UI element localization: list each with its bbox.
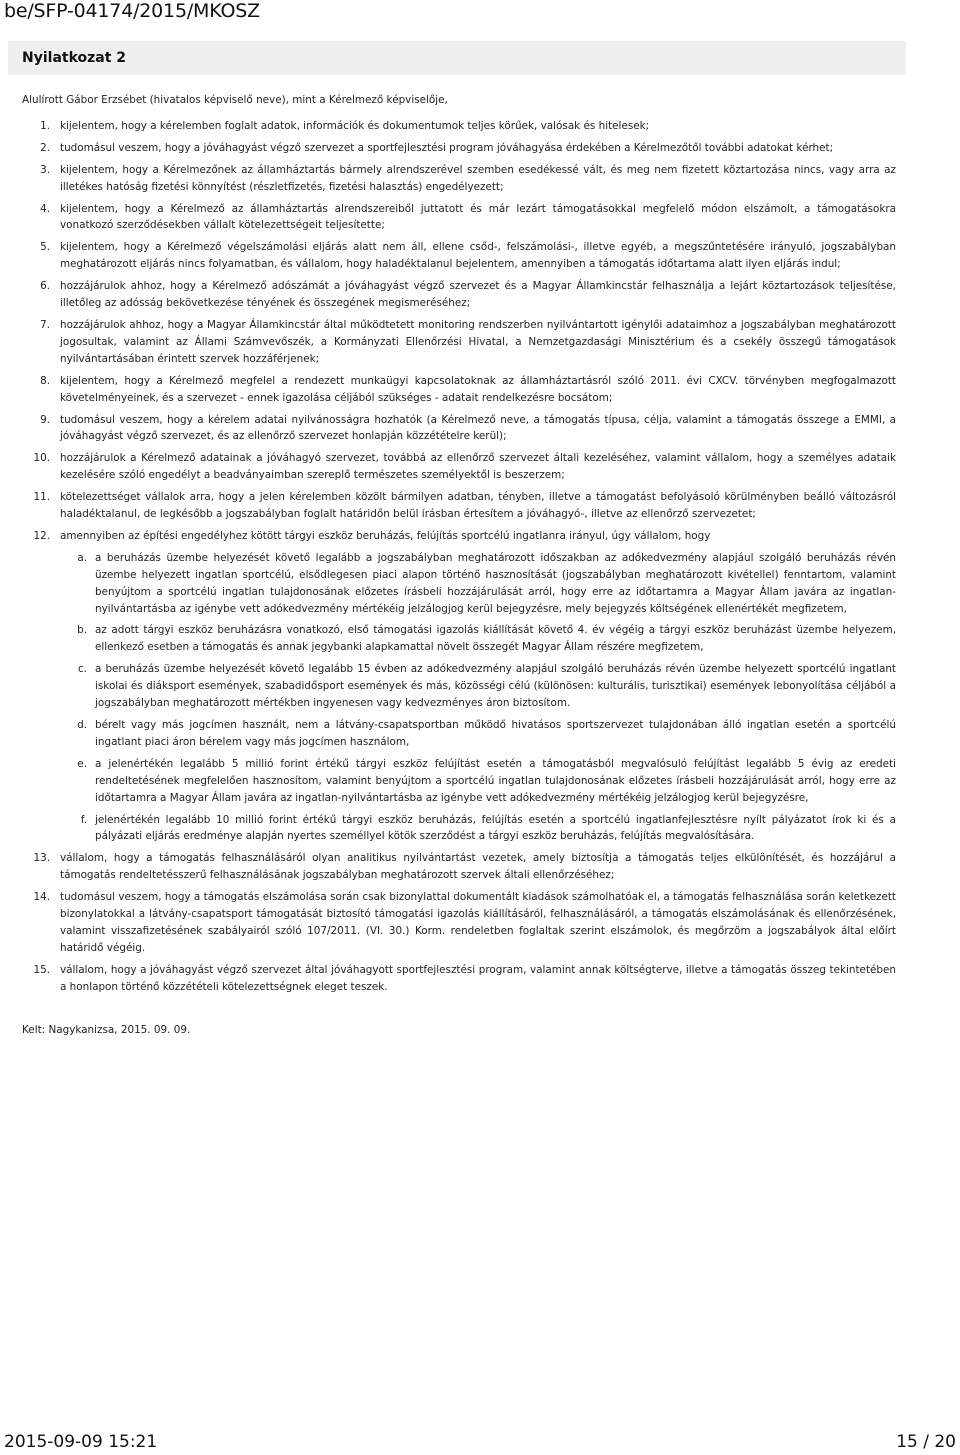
item-text: kijelentem, hogy a Kérelmezőnek az államháztartás bármely alrendszerével szemben esedékessé vált, és meg nem fizetett köztartozása nincs, vagy arra az illetékes hatóság fizetési könnyítést (részletfizetés, fizetési halasztás) engedélyezett; xyxy=(60,163,896,193)
list-item xyxy=(22,373,896,407)
item-number: 14. xyxy=(33,891,50,904)
item-text: vállalom, hogy a támogatás felhasználásáról olyan analitikus nyilvántartást vezetek, amely biztosítja a támogatás teljes elkülönítését, és hozzájárul a támogatás rendeltetésszerű felhasználásának jogszabályban meghatározott szervek általi ellenőrzéséhez; xyxy=(60,852,896,882)
item-text: tudomásul veszem, hogy a jóváhagyást végző szervezet a sportfejlesztési program jóváhagyása érdekében a Kérelmezőtől további adatokat kérhet; xyxy=(60,141,834,154)
list-item xyxy=(22,201,896,235)
document-id: be/SFP-04174/2015/MKOSZ xyxy=(4,0,260,22)
list-item xyxy=(22,118,896,135)
list-item xyxy=(22,450,896,484)
intro-text: Alulírott Gábor Erzsébet (hivatalos képviselő neve), mint a Kérelmező képviselője, xyxy=(22,94,448,106)
item-number: 15. xyxy=(33,963,50,976)
item-number: 12. xyxy=(33,529,50,542)
item-text: hozzájárulok ahhoz, hogy a Kérelmező adószámát a jóváhagyást végző szervezet és a Magyar Államkincstár felhasználja a lejárt köztartozások teljesítése, illetőleg az adósság bekövetkezése tényének és összegének megismeréséhez; xyxy=(60,280,896,310)
sub-item-letter: a. xyxy=(77,551,87,564)
sub-item-text: a beruházás üzembe helyezését követő legalább a jogszabályban meghatározott időszakban az adókedvezmény alapjául szolgáló beruházás révén üzembe helyezett ingatlan sportcélú, elsődlegesen piaci alapon történő hasznosítását (jogszabályban meghatározott kivétellel) fenntartom, valamint benyújtom a sportcélú ingatlan tulajdonosának előzetes írásbeli hozzájárulását arról, hogy erre az időtartamra a Magyar Állam javára az ingatlan-nyilvántartásba az igénybe vett adókedvezmény mértékéig jelzálogjog kerül bejegyzésre, mely bejegyzés költségének ellenértékét megfizetem, xyxy=(95,551,896,615)
sub-list-item xyxy=(60,717,896,751)
item-text: hozzájárulok ahhoz, hogy a Magyar Államkincstár által működtetett monitoring rendszerben nyilvántartott igénylői adataimhoz a jogszabályban meghatározott jogosultak, valamint az Állami Számvevőszék, a Kormányzati Ellenőrzési Hivatal, a Nemzetgazdasági Minisztérium és a csekély összegű támogatások nyilvántartásában érintett szervek hozzáférjenek; xyxy=(60,318,896,365)
sub-item-text: az adott tárgyi eszköz beruházásra vonatkozó, első támogatási igazolás kiállítását követő 4. év végéig a tárgyi eszköz beruházást üzembe helyezem, ellenkező esetben a támogatás és annak jegybanki alapkamattal növelt összegét Magyar Állam részére megfizetem, xyxy=(95,624,896,654)
item-text: kijelentem, hogy a Kérelmező az államháztartás alrendszereiből juttatott és már lezárt támogatásokkal megfelelő módon elszámolt, a támogatásokra vonatkozó szerződésekben vállalt kötelezettségeit teljesítette; xyxy=(60,202,896,232)
sub-list-item xyxy=(60,622,896,656)
sub-item-text: bérelt vagy más jogcímen használt, nem a látvány-csapatsportban működő hivatásos sportszervezet tulajdonában álló ingatlan esetén a sportcélú ingatlant piaci áron bérelem vagy más jogcímen használom, xyxy=(95,719,896,748)
list-item xyxy=(22,528,896,845)
section-header: Nyilatkozat 2 xyxy=(8,41,906,75)
declaration-content xyxy=(22,92,896,1049)
item-text: amennyiben az építési engedélyhez kötött tárgyi eszköz beruházás, felújítás sportcélú ingatlanra irányul, úgy vállalom, hogy xyxy=(60,529,711,542)
sub-item-letter: f. xyxy=(80,813,87,826)
list-item xyxy=(22,239,896,273)
sub-item-text: jelenértékén legalább 10 millió forint értékű tárgyi eszköz beruházás, felújítás esetén a sportcélú ingatlanfejlesztésre nyílt pályázatot írok ki és a pályázati eljárás eredménye alapján nyertes személlyel kötök szerződést a tárgyi eszköz beruházás, felújítás megvalósítására. xyxy=(95,813,896,843)
item-text: kijelentem, hogy a kérelemben foglalt adatok, információk és dokumentumok teljes körűek, valósak és hitelesek; xyxy=(60,119,650,132)
sub-item-letter: b. xyxy=(77,624,87,637)
item-number: 9. xyxy=(40,413,50,426)
item-number: 2. xyxy=(40,141,50,154)
list-item xyxy=(22,162,896,196)
footer-page-number: 15 / 20 xyxy=(896,1432,956,1452)
item-number: 5. xyxy=(40,241,50,254)
item-text: tudomásul veszem, hogy a kérelem adatai nyilvánosságra hozhatók (a Kérelmező neve, a támogatás típusa, célja, valamint a támogatás összege a EMMI, a jóváhagyást végző szervezet, és az ellenőrző szervezet honlapján közzétételre kerül); xyxy=(60,413,896,443)
item-text: tudomásul veszem, hogy a támogatás elszámolása során csak bizonylattal dokumentált kiadások számolhatóak el, a támogatás felhasználása során keletkezett bizonylatokkal a látvány-csapatsport támogatását biztosító támogatási igazolás kiállításáról, felhasználásáról, a támogatás elszámolásának és ellenőrzésének, valamint visszafizetésének szabályairól szóló 107/2011. (VI. 30.) Korm. rendeletben foglaltak szerint elszámolok, és megőrzöm a jogszabályok által előírt határidő végéig. xyxy=(60,891,896,954)
sub-list-item xyxy=(60,550,896,618)
list-item xyxy=(22,962,896,996)
declaration-list xyxy=(22,118,896,996)
item-number: 13. xyxy=(33,852,50,865)
item-number: 8. xyxy=(40,374,50,387)
date-line: Kelt: Nagykanizsa, 2015. 09. 09. xyxy=(22,1023,191,1036)
sub-item-text: a jelenértékén legalább 5 millió forint értékű tárgyi eszköz felújítást esetén a támogatásból megvalósuló felújítást legalább 5 évig az eredeti rendeltetésének megfelelően hasznosítom, valamint benyújtom a sportcélú ingatlan tulajdonosának előzetes írásbeli hozzájárulását arról, hogy erre az időtartamra a Magyar Állam javára az ingatlan-nyilvántartásba az igénybe vett adókedvezmény mértékéig jelzálogjog kerül bejegyzésre, xyxy=(95,757,896,804)
list-item xyxy=(22,140,896,157)
sub-list-item xyxy=(60,756,896,807)
list-item xyxy=(22,889,896,957)
item-number: 10. xyxy=(33,452,50,465)
list-item xyxy=(22,489,896,523)
item-text: kötelezettséget vállalok arra, hogy a jelen kérelemben közölt bármilyen adatban, tényben, illetve a támogatást befolyásoló körülményben beálló változásról haladéktalanul, de legkésőbb a jogszabályban foglalt határidőn belül írásban értesítem a jóváhagyó-, illetve az ellenőrző szervezetet; xyxy=(60,491,896,521)
item-number: 11. xyxy=(33,491,50,504)
list-item xyxy=(22,278,896,312)
sub-item-letter: e. xyxy=(77,757,87,770)
list-item xyxy=(22,850,896,884)
sub-item-text: a beruházás üzembe helyezését követő legalább 15 évben az adókedvezmény alapjául szolgáló beruházás révén üzembe helyezett sportcélú ingatlant iskolai és diáksport események, szabadidősport események és más, közösségi célú (különösen: kulturális, turisztikai) események lebonyolítása céljából a jogszabályban meghatározott mértékben ingyenesen vagy kedvezményes áron biztosítom. xyxy=(95,663,896,710)
list-item xyxy=(22,317,896,368)
item-text: vállalom, hogy a jóváhagyást végző szervezet által jóváhagyott sportfejlesztési program, valamint annak költségterve, illetve a támogatás összeg tekintetében a honlapon történő közzétételi kötelezettségnek eleget teszek. xyxy=(60,963,896,993)
footer-timestamp: 2015-09-09 15:21 xyxy=(4,1432,158,1452)
sub-list xyxy=(60,550,896,846)
item-number: 3. xyxy=(40,163,50,176)
item-text: kijelentem, hogy a Kérelmező végelszámolási eljárás alatt nem áll, ellene csőd-, felszámolási-, illetve egyéb, a megszűntetésére irányuló, jogszabályban meghatározott eljárás nincs folyamatban, és vállalom, hogy haladéktalanul bejelentem, amennyiben a támogatás időtartama alatt ilyen eljárás indul; xyxy=(60,241,896,271)
sub-list-item xyxy=(60,661,896,712)
list-item xyxy=(22,412,896,446)
sub-item-letter: d. xyxy=(77,719,87,731)
item-number: 7. xyxy=(40,318,50,331)
sub-item-letter: c. xyxy=(77,663,87,676)
item-number: 6. xyxy=(40,280,50,293)
item-number: 4. xyxy=(40,202,50,215)
sub-list-item xyxy=(60,812,896,846)
item-text: hozzájárulok a Kérelmező adatainak a jóváhagyó szervezet, továbbá az ellenőrző szervezet általi kezeléséhez, valamint vállalom, hogy a személyes adataik kezelésére szóló engedélyt a beadványaimban szereplő természetes személyektől is beszerzem; xyxy=(60,452,896,482)
item-number: 1. xyxy=(40,119,50,132)
item-text: kijelentem, hogy a Kérelmező megfelel a rendezett munkaügyi kapcsolatoknak az államháztartásról szóló 2011. évi CXCV. törvényben megfogalmazott követelményeinek, és a szervezet - ennek igazolása céljából szükséges - adatait rendelkezésre bocsátom; xyxy=(60,374,896,404)
